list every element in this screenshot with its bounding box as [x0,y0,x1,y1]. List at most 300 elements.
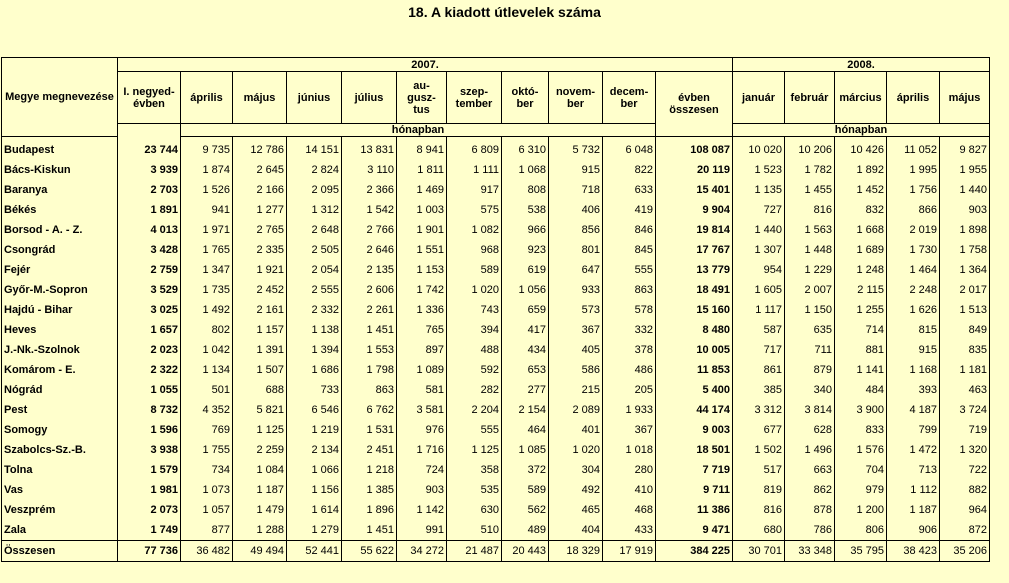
table-cell: 405 [549,340,603,360]
table-cell: 1 218 [342,460,397,480]
table-cell: 1 138 [287,320,342,340]
table-cell: 733 [287,380,342,400]
table-title: 18. A kiadott útlevelek száma [408,4,601,20]
table-cell: 1 971 [181,220,233,240]
table-cell: 2 703 [118,180,181,200]
month-header-2007: május [233,72,287,124]
table-cell: 1 150 [785,300,835,320]
table-cell: 861 [733,360,785,380]
table-cell: 378 [603,340,656,360]
table-cell: 2 646 [342,240,397,260]
table-cell: 1 448 [785,240,835,260]
table-cell: 6 809 [447,140,502,160]
table-cell: 2 648 [287,220,342,240]
table-cell: 11 853 [656,360,733,380]
month-header-2007: au-gusz-tus [397,72,447,124]
table-row [2,460,990,480]
table-cell: 722 [940,460,990,480]
table-cell: 205 [603,380,656,400]
table-cell: 517 [733,460,785,480]
county-name: Tolna [2,460,118,480]
table-cell: 1 455 [785,180,835,200]
table-cell: 743 [447,300,502,320]
table-cell: 1 874 [181,160,233,180]
table-cell: 1 689 [835,240,887,260]
table-cell: 3 724 [940,400,990,420]
table-cell: 1 668 [835,220,887,240]
table-cell: 856 [549,220,603,240]
table-cell: 1 134 [181,360,233,380]
table-cell: 36 482 [181,541,233,562]
table-cell: 280 [603,460,656,480]
table-cell: 881 [835,340,887,360]
table-cell: 1 579 [118,460,181,480]
county-name: Zala [2,520,118,541]
table-cell: 724 [397,460,447,480]
table-cell: 1 248 [835,260,887,280]
table-cell: 9 711 [656,480,733,500]
month-header-2008: február [785,72,835,124]
table-cell: 2 606 [342,280,397,300]
table-cell: 923 [502,240,549,260]
table-cell: 465 [549,500,603,520]
table-row [2,480,990,500]
table-cell: 903 [940,200,990,220]
table-cell: 1 117 [733,300,785,320]
county-name: Veszprém [2,500,118,520]
table-cell: 9 471 [656,520,733,541]
table-cell: 581 [397,380,447,400]
table-cell: 304 [549,460,603,480]
table-cell: 647 [549,260,603,280]
table-cell: 1 995 [887,160,940,180]
table-cell: 2 759 [118,260,181,280]
table-cell: 2 154 [502,400,549,420]
table-cell: 12 786 [233,140,287,160]
table-cell: 1 082 [447,220,502,240]
table-cell: 802 [181,320,233,340]
table-cell: 1 020 [549,440,603,460]
table-row [2,400,990,420]
county-name: Bács-Kiskun [2,160,118,180]
table-cell: 2 248 [887,280,940,300]
table-cell: 799 [887,420,940,440]
table-cell: 2 505 [287,240,342,260]
table-cell: 1 502 [733,440,785,460]
county-name: Békés [2,200,118,220]
table-cell: 406 [549,200,603,220]
table-cell: 2 204 [447,400,502,420]
table-cell: 1 003 [397,200,447,220]
table-cell: 2 023 [118,340,181,360]
table-cell: 538 [502,200,549,220]
table-cell: 1 626 [887,300,940,320]
table-cell: 979 [835,480,887,500]
unit-2008: hónapban [733,124,990,137]
table-cell: 1 336 [397,300,447,320]
annual-total-header: évben összesen [656,72,733,137]
table-cell: 619 [502,260,549,280]
table-cell: 3 581 [397,400,447,420]
table-row [2,520,990,541]
table-cell: 2 166 [233,180,287,200]
month-header-2008: január [733,72,785,124]
table-cell: 1 891 [118,200,181,220]
table-cell: 3 938 [118,440,181,460]
table-cell: 10 020 [733,140,785,160]
table-cell: 35 206 [940,541,990,562]
table-cell: 11 386 [656,500,733,520]
table-cell: 727 [733,200,785,220]
table-cell: 1 057 [181,500,233,520]
table-cell: 633 [603,180,656,200]
table-cell: 1 798 [342,360,397,380]
table-cell: 489 [502,520,549,541]
table-cell: 862 [785,480,835,500]
county-header: Megye megnevezése [2,58,118,137]
table-cell: 964 [940,500,990,520]
table-cell: 34 272 [397,541,447,562]
table-cell: 1 229 [785,260,835,280]
table-cell: 3 025 [118,300,181,320]
table-cell: 915 [549,160,603,180]
table-cell: 835 [940,340,990,360]
table-cell: 1 811 [397,160,447,180]
table-cell: 849 [940,320,990,340]
table-cell: 20 443 [502,541,549,562]
table-cell: 2 332 [287,300,342,320]
table-cell: 464 [502,420,549,440]
table-cell: 866 [887,200,940,220]
table-cell: 15 401 [656,180,733,200]
table-cell: 1 735 [181,280,233,300]
table-cell: 717 [733,340,785,360]
table-cell: 1 068 [502,160,549,180]
table-cell: 589 [447,260,502,280]
table-cell: 816 [733,500,785,520]
table-cell: 1 125 [447,440,502,460]
table-cell: 19 814 [656,220,733,240]
table-cell: 1 892 [835,160,887,180]
table-cell: 5 732 [549,140,603,160]
table-cell: 822 [603,160,656,180]
table-cell: 734 [181,460,233,480]
table-cell: 1 755 [181,440,233,460]
table-cell: 1 200 [835,500,887,520]
table-cell: 2 645 [233,160,287,180]
table-cell: 277 [502,380,549,400]
table-cell: 2 452 [233,280,287,300]
table-cell: 1 596 [118,420,181,440]
month-header-2007: szep-tember [447,72,502,124]
table-cell: 1 042 [181,340,233,360]
table-cell: 1 464 [887,260,940,280]
table-cell: 1 901 [397,220,447,240]
table-cell: 1 451 [342,320,397,340]
table-row [2,500,990,520]
table-cell: 786 [785,520,835,541]
table-cell: 18 501 [656,440,733,460]
county-name: Nógrád [2,380,118,400]
table-cell: 711 [785,340,835,360]
table-cell: 587 [733,320,785,340]
month-header-2007: decem-ber [603,72,656,124]
table-cell: 1 921 [233,260,287,280]
table-cell: 1 531 [342,420,397,440]
table-cell: 1 756 [887,180,940,200]
table-cell: 18 329 [549,541,603,562]
table-cell: 845 [603,240,656,260]
table-cell: 1 156 [287,480,342,500]
table-cell: 35 795 [835,541,887,562]
table-cell: 878 [785,500,835,520]
table-cell: 1 187 [887,500,940,520]
table-cell: 17 767 [656,240,733,260]
table-cell: 575 [447,200,502,220]
table-cell: 1 112 [887,480,940,500]
table-cell: 589 [502,480,549,500]
table-cell: 6 310 [502,140,549,160]
table-cell: 1 391 [233,340,287,360]
table-cell: 10 206 [785,140,835,160]
table-cell: 13 831 [342,140,397,160]
table-cell: 1 157 [233,320,287,340]
table-cell: 879 [785,360,835,380]
month-header-2007: április [181,72,233,124]
table-cell: 1 686 [287,360,342,380]
table-cell: 1 782 [785,160,835,180]
table-cell: 419 [603,200,656,220]
table-cell: 1 955 [940,160,990,180]
table-cell: 44 174 [656,400,733,420]
county-name: Hajdú - Bihar [2,300,118,320]
table-cell: 1 055 [118,380,181,400]
table-row [2,320,990,340]
table-cell: 1 347 [181,260,233,280]
table-cell: 765 [397,320,447,340]
table-cell: 562 [502,500,549,520]
table-cell: 555 [447,420,502,440]
table-cell: 9 904 [656,200,733,220]
table-row [2,380,990,400]
table-cell: 535 [447,480,502,500]
table-cell: 1 168 [887,360,940,380]
table-cell: 2 765 [233,220,287,240]
table-cell: 2 366 [342,180,397,200]
table-cell: 659 [502,300,549,320]
unit-2007: hónapban [181,124,656,137]
table-cell: 1 073 [181,480,233,500]
table-cell: 2 824 [287,160,342,180]
table-row [2,420,990,440]
table-cell: 17 919 [603,541,656,562]
table-cell: 769 [181,420,233,440]
table-cell: 1 320 [940,440,990,460]
table-cell: 410 [603,480,656,500]
table-cell: 9 003 [656,420,733,440]
table-cell: 915 [887,340,940,360]
table-cell: 367 [549,320,603,340]
table-cell: 1 255 [835,300,887,320]
table-cell: 863 [342,380,397,400]
table-cell: 954 [733,260,785,280]
passport-table [1,57,990,562]
county-name: Fejér [2,260,118,280]
table-cell: 367 [603,420,656,440]
table-cell: 215 [549,380,603,400]
table-cell: 653 [502,360,549,380]
table-cell: 1 394 [287,340,342,360]
table-cell: 2 261 [342,300,397,320]
table-cell: 719 [940,420,990,440]
table-cell: 816 [785,200,835,220]
month-header-2007: októ-ber [502,72,549,124]
table-cell: 1 020 [447,280,502,300]
table-cell: 4 187 [887,400,940,420]
county-name: Borsod - A. - Z. [2,220,118,240]
table-cell: 332 [603,320,656,340]
table-cell: 30 701 [733,541,785,562]
table-cell: 11 052 [887,140,940,160]
table-cell: 677 [733,420,785,440]
table-cell: 882 [940,480,990,500]
table-cell: 1 312 [287,200,342,220]
table-cell: 484 [835,380,887,400]
month-header-2008: március [835,72,887,124]
table-cell: 1 452 [835,180,887,200]
table-cell: 4 352 [181,400,233,420]
table-cell: 833 [835,420,887,440]
table-cell: 434 [502,340,549,360]
table-cell: 1 219 [287,420,342,440]
table-cell: 846 [603,220,656,240]
month-header-2007: július [342,72,397,124]
table-cell: 2 766 [342,220,397,240]
table-cell: 815 [887,320,940,340]
county-name: Baranya [2,180,118,200]
table-cell: 1 307 [733,240,785,260]
table-cell: 2 161 [233,300,287,320]
table-cell: 20 119 [656,160,733,180]
table-cell: 1 496 [785,440,835,460]
table-cell: 488 [447,340,502,360]
table-cell: 1 089 [397,360,447,380]
table-cell: 1 742 [397,280,447,300]
table-cell: 1 576 [835,440,887,460]
table-cell: 1 526 [181,180,233,200]
table-cell: 52 441 [287,541,342,562]
table-cell: 1 563 [785,220,835,240]
table-cell: 966 [502,220,549,240]
table-cell: 1 056 [502,280,549,300]
table-cell: 1 765 [181,240,233,260]
table-cell: 108 087 [656,140,733,160]
table-cell: 1 187 [233,480,287,500]
table-cell: 578 [603,300,656,320]
table-cell: 1 066 [287,460,342,480]
table-cell: 1 277 [233,200,287,220]
table-cell: 401 [549,420,603,440]
county-name: Szabolcs-Sz.-B. [2,440,118,460]
table-cell: 819 [733,480,785,500]
table-cell: 3 312 [733,400,785,420]
county-name: Komárom - E. [2,360,118,380]
table-cell: 1 492 [181,300,233,320]
table-cell: 1 153 [397,260,447,280]
table-cell: 1 896 [342,500,397,520]
table-cell: 394 [447,320,502,340]
month-header-2008: április [887,72,940,124]
table-cell: 555 [603,260,656,280]
table-cell: 3 939 [118,160,181,180]
table-cell: 663 [785,460,835,480]
table-cell: 877 [181,520,233,541]
table-row [2,260,990,280]
table-cell: 2 134 [287,440,342,460]
table-cell: 801 [549,240,603,260]
table-cell: 688 [233,380,287,400]
table-cell: 1 142 [397,500,447,520]
table-cell: 393 [887,380,940,400]
county-name: Összesen [2,541,118,562]
table-cell: 358 [447,460,502,480]
table-cell: 1 614 [287,500,342,520]
month-header-2007: június [287,72,342,124]
table-cell: 1 513 [940,300,990,320]
table-cell: 372 [502,460,549,480]
table-row [2,360,990,380]
table-cell: 3 900 [835,400,887,420]
table-cell: 385 [733,380,785,400]
table-cell: 680 [733,520,785,541]
table-cell: 14 151 [287,140,342,160]
table-cell: 872 [940,520,990,541]
table-cell: 10 426 [835,140,887,160]
table-cell: 976 [397,420,447,440]
table-cell: 2 007 [785,280,835,300]
table-cell: 1 125 [233,420,287,440]
table-row [2,300,990,320]
table-cell: 573 [549,300,603,320]
table-cell: 991 [397,520,447,541]
table-row [2,340,990,360]
table-cell: 1 440 [733,220,785,240]
table-cell: 1 451 [342,520,397,541]
table-cell: 832 [835,200,887,220]
table-cell: 5 821 [233,400,287,420]
table-cell: 3 529 [118,280,181,300]
month-header-2007: novem-ber [549,72,603,124]
table-cell: 282 [447,380,502,400]
table-cell: 3 428 [118,240,181,260]
table-cell: 1 898 [940,220,990,240]
table-cell: 1 279 [287,520,342,541]
table-cell: 808 [502,180,549,200]
table-cell: 510 [447,520,502,541]
county-name: Győr-M.-Sopron [2,280,118,300]
table-cell: 1 288 [233,520,287,541]
table-cell: 3 110 [342,160,397,180]
table-cell: 1 472 [887,440,940,460]
table-cell: 714 [835,320,887,340]
table-cell: 704 [835,460,887,480]
table-cell: 903 [397,480,447,500]
table-row [2,240,990,260]
table-cell: 15 160 [656,300,733,320]
table-row [2,140,990,160]
table-cell: 6 762 [342,400,397,420]
table-cell: 2 322 [118,360,181,380]
